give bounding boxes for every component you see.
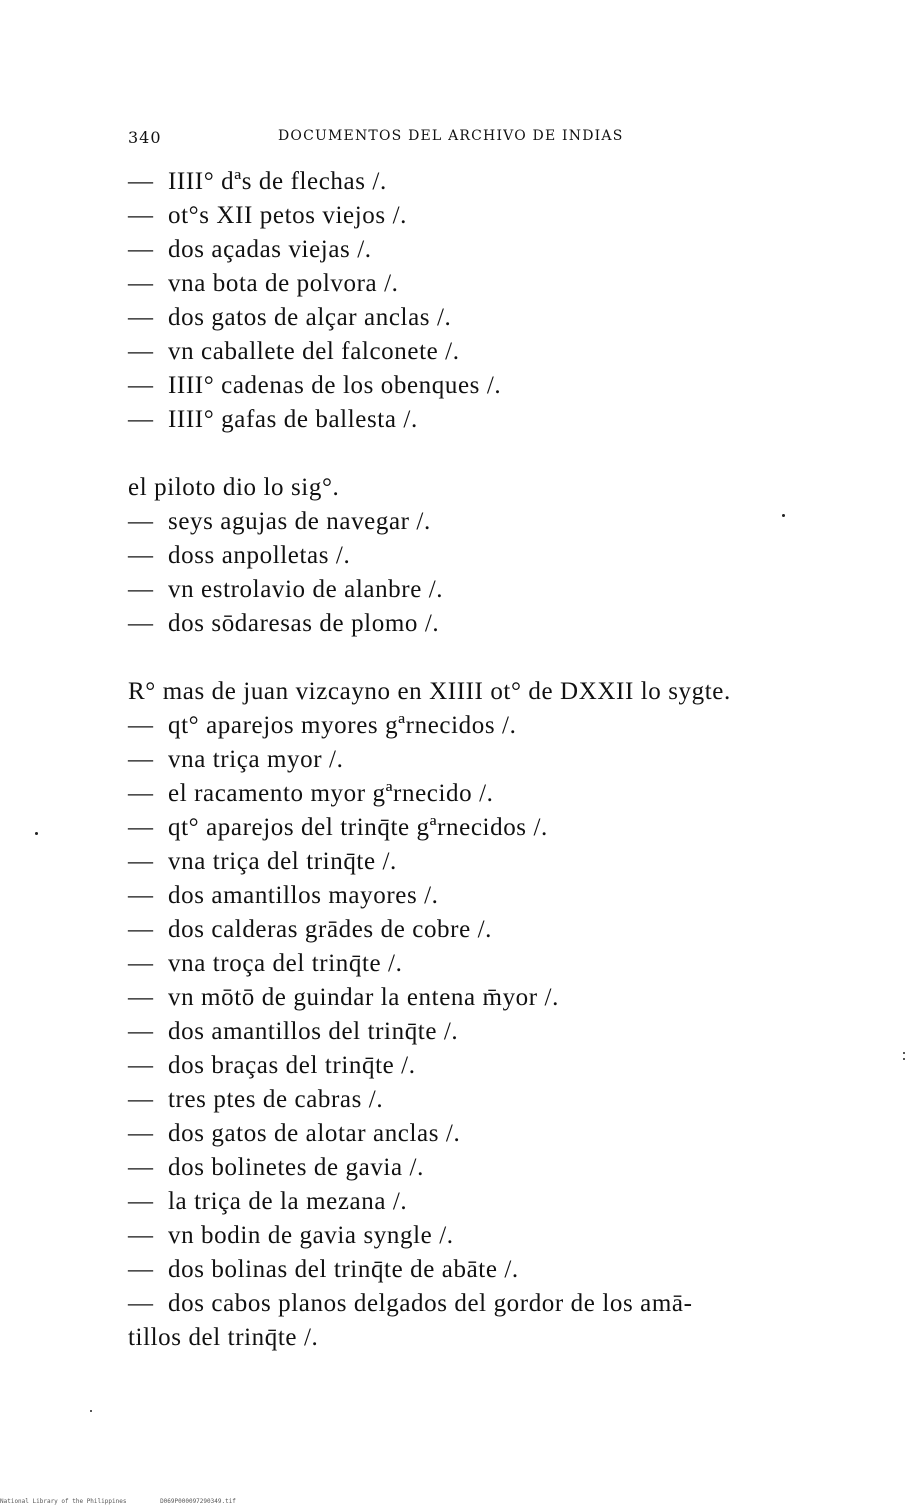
scan-speck xyxy=(90,1410,92,1412)
dash-mark: — xyxy=(128,542,154,569)
dash-mark: — xyxy=(128,1120,154,1147)
dash-mark: — xyxy=(128,848,154,875)
list-item-text: qt° aparejos myores gªrnecidos /. xyxy=(168,712,517,739)
dash-mark: — xyxy=(128,202,154,229)
scan-speck xyxy=(903,1058,905,1060)
scan-footer xyxy=(0,1498,266,1505)
dash-mark: — xyxy=(128,1222,154,1249)
list-item xyxy=(128,233,828,267)
dash-mark: — xyxy=(128,338,154,365)
list-item xyxy=(128,505,828,539)
dash-mark: — xyxy=(128,304,154,331)
list-item-text: dos amantillos del trinq̄te /. xyxy=(168,1018,459,1045)
list-item xyxy=(128,811,828,845)
list-item-text: dos amantillos mayores /. xyxy=(168,882,439,909)
list-item xyxy=(128,573,828,607)
list-item xyxy=(128,743,828,777)
running-title: DOCUMENTOS DEL ARCHIVO DE INDIAS xyxy=(278,128,624,144)
list-item xyxy=(128,947,828,981)
dash-mark: — xyxy=(128,576,154,603)
list-item-text: vn caballete del falconete /. xyxy=(168,338,460,365)
list-item xyxy=(128,709,828,743)
section-gap xyxy=(128,641,828,675)
list-item-text: dos gatos de alotar anclas /. xyxy=(168,1120,461,1147)
list-item-text: la triça de la mezana /. xyxy=(168,1188,408,1215)
list-item-text: IIII° dªs de flechas /. xyxy=(168,168,387,195)
list-item-text: IIII° cadenas de los obenques /. xyxy=(168,372,502,399)
list-item-text: dos gatos de alçar anclas /. xyxy=(168,304,452,331)
dash-mark: — xyxy=(128,882,154,909)
dash-mark: — xyxy=(128,746,154,773)
list-item xyxy=(128,1287,828,1321)
list-item-text: el racamento myor gªrnecido /. xyxy=(168,780,494,807)
dash-mark: — xyxy=(128,1018,154,1045)
list-item xyxy=(128,879,828,913)
list-item-text: vn mōtō de guindar la entena m̄yor /. xyxy=(168,984,559,1011)
dash-mark: — xyxy=(128,950,154,977)
list-item-text: vna troça del trinq̄te /. xyxy=(168,950,403,977)
dash-mark: — xyxy=(128,1290,154,1317)
list-item-text: qt° aparejos del trinq̄te gªrnecidos /. xyxy=(168,814,548,841)
list-item xyxy=(128,403,828,437)
dash-mark: — xyxy=(128,1052,154,1079)
list-item-text: vn bodin de gavia syngle /. xyxy=(168,1222,454,1249)
dash-mark: — xyxy=(128,508,154,535)
list-item-text: dos cabos planos delgados del gordor de los amā- xyxy=(168,1290,693,1317)
dash-mark: — xyxy=(128,236,154,263)
list-item-text: dos braças del trinq̄te /. xyxy=(168,1052,416,1079)
dash-mark: — xyxy=(128,406,154,433)
list-item-text: ot°s XII petos viejos /. xyxy=(168,202,407,229)
section-heading: R° mas de juan vizcayno en XIIII ot° de DXXII lo sygte. xyxy=(128,678,731,705)
list-item-text: doss anpolletas /. xyxy=(168,542,351,569)
list-item xyxy=(128,199,828,233)
list-item-text: dos sōdaresas de plomo /. xyxy=(168,610,440,637)
dash-mark: — xyxy=(128,1086,154,1113)
dash-mark: — xyxy=(128,1256,154,1283)
dash-mark: — xyxy=(128,1154,154,1181)
dash-mark: — xyxy=(128,610,154,637)
document-body xyxy=(128,165,828,1355)
list-item xyxy=(128,1117,828,1151)
list-item xyxy=(128,267,828,301)
list-item-text: dos bolinas del trinq̄te de abāte /. xyxy=(168,1256,519,1283)
list-item xyxy=(128,1015,828,1049)
dash-mark: — xyxy=(128,814,154,841)
dash-mark: — xyxy=(128,168,154,195)
list-item-text: vn estrolavio de alanbre /. xyxy=(168,576,444,603)
list-item xyxy=(128,1151,828,1185)
list-item xyxy=(128,335,828,369)
list-item-text: tres ptes de cabras /. xyxy=(168,1086,384,1113)
scan-speck xyxy=(903,1052,905,1054)
scan-speck xyxy=(35,832,38,835)
list-item-text: vna triça del trinq̄te /. xyxy=(168,848,397,875)
list-item-text: vna triça myor /. xyxy=(168,746,344,773)
footer-file: D069P000097290349.tif xyxy=(160,1498,236,1505)
dash-mark: — xyxy=(128,780,154,807)
list-item xyxy=(128,165,828,199)
dash-mark: — xyxy=(128,270,154,297)
page-number: 340 xyxy=(128,128,162,147)
list-item xyxy=(128,1083,828,1117)
list-item xyxy=(128,981,828,1015)
list-item-text: seys agujas de navegar /. xyxy=(168,508,431,535)
list-item-text: IIII° gafas de ballesta /. xyxy=(168,406,418,433)
list-item xyxy=(128,1185,828,1219)
list-item-text: dos calderas grādes de cobre /. xyxy=(168,916,493,943)
scan-speck xyxy=(782,514,785,517)
dash-mark: — xyxy=(128,916,154,943)
list-item xyxy=(128,1253,828,1287)
list-item xyxy=(128,1049,828,1083)
list-item-text: dos açadas viejas /. xyxy=(168,236,372,263)
dash-mark: — xyxy=(128,1188,154,1215)
footer-library: National Library of the Philippines xyxy=(0,1498,127,1505)
dash-mark: — xyxy=(128,712,154,739)
list-item xyxy=(128,845,828,879)
list-item xyxy=(128,539,828,573)
list-item xyxy=(128,1219,828,1253)
list-item xyxy=(128,369,828,403)
section-heading: el piloto dio lo sig°. xyxy=(128,474,340,501)
list-item xyxy=(128,777,828,811)
list-item-text: vna bota de polvora /. xyxy=(168,270,399,297)
list-item xyxy=(128,607,828,641)
dash-mark: — xyxy=(128,984,154,1011)
section-gap xyxy=(128,437,828,471)
running-head xyxy=(128,126,668,150)
list-item xyxy=(128,301,828,335)
list-item-continuation: tillos del trinq̄te /. xyxy=(128,1324,319,1351)
list-item xyxy=(128,913,828,947)
dash-mark: — xyxy=(128,372,154,399)
list-item-text: dos bolinetes de gavia /. xyxy=(168,1154,424,1181)
